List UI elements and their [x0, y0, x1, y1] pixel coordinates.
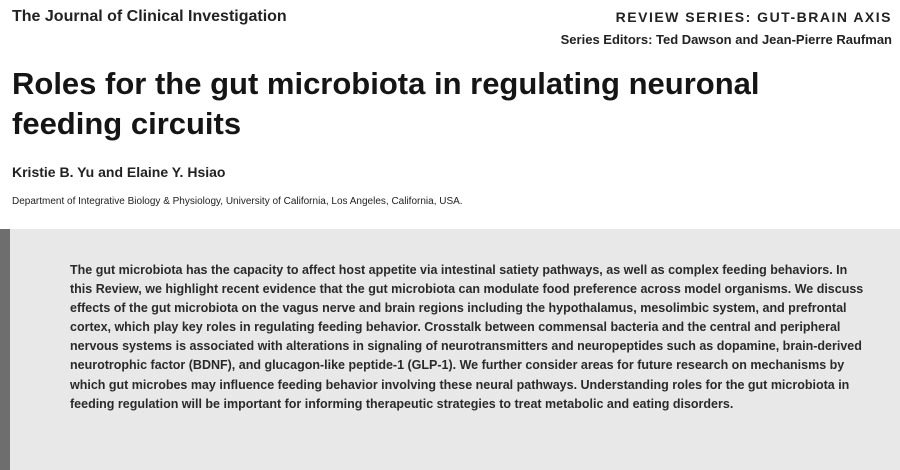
- abstract-box: [0, 229, 900, 470]
- series-header: [561, 8, 892, 50]
- series-editors: Series Editors: Ted Dawson and Jean-Pierre Raufman: [560, 32, 892, 47]
- article-title: Roles for the gut microbiota in regulating neuronal feeding circuits: [12, 66, 760, 141]
- affiliation: Department of Integrative Biology & Physiology, University of California, Los Angeles, California, USA.: [12, 196, 463, 207]
- journal-name: The Journal of Clinical Investigation: [12, 8, 287, 25]
- authors: Kristie B. Yu and Elaine Y. Hsiao: [12, 164, 226, 180]
- series-title: REVIEW SERIES: GUT-BRAIN AXIS: [615, 9, 892, 25]
- abstract-side-bar: [0, 229, 10, 470]
- abstract-text: The gut microbiota has the capacity to affect host appetite via intestinal satiety pathways, as well as complex feeding behaviors. In this Review, we highlight recent evidence that the gut microbiota can modulate food preference across model organisms. We discuss effects of the gut microbiota on the vagus nerve and brain regions including the hypothalamus, mesolimbic system, and prefrontal cortex, which play key roles in regulating feeding behavior. Crosstalk between commensal bacteria and the central and peripheral nervous systems is associated with alterations in signaling of neurotransmitters and neuropeptides such as dopamine, brain-derived neurotrophic factor (BDNF), and glucagon-like peptide-1 (GLP-1). We further consider areas for future research on mechanisms by which gut microbes may influence feeding behavior involving these neural pathways. Understanding roles for the gut microbiota in feeding regulation will be important for informing therapeutic strategies to treat metabolic and eating disorders.: [70, 263, 864, 411]
